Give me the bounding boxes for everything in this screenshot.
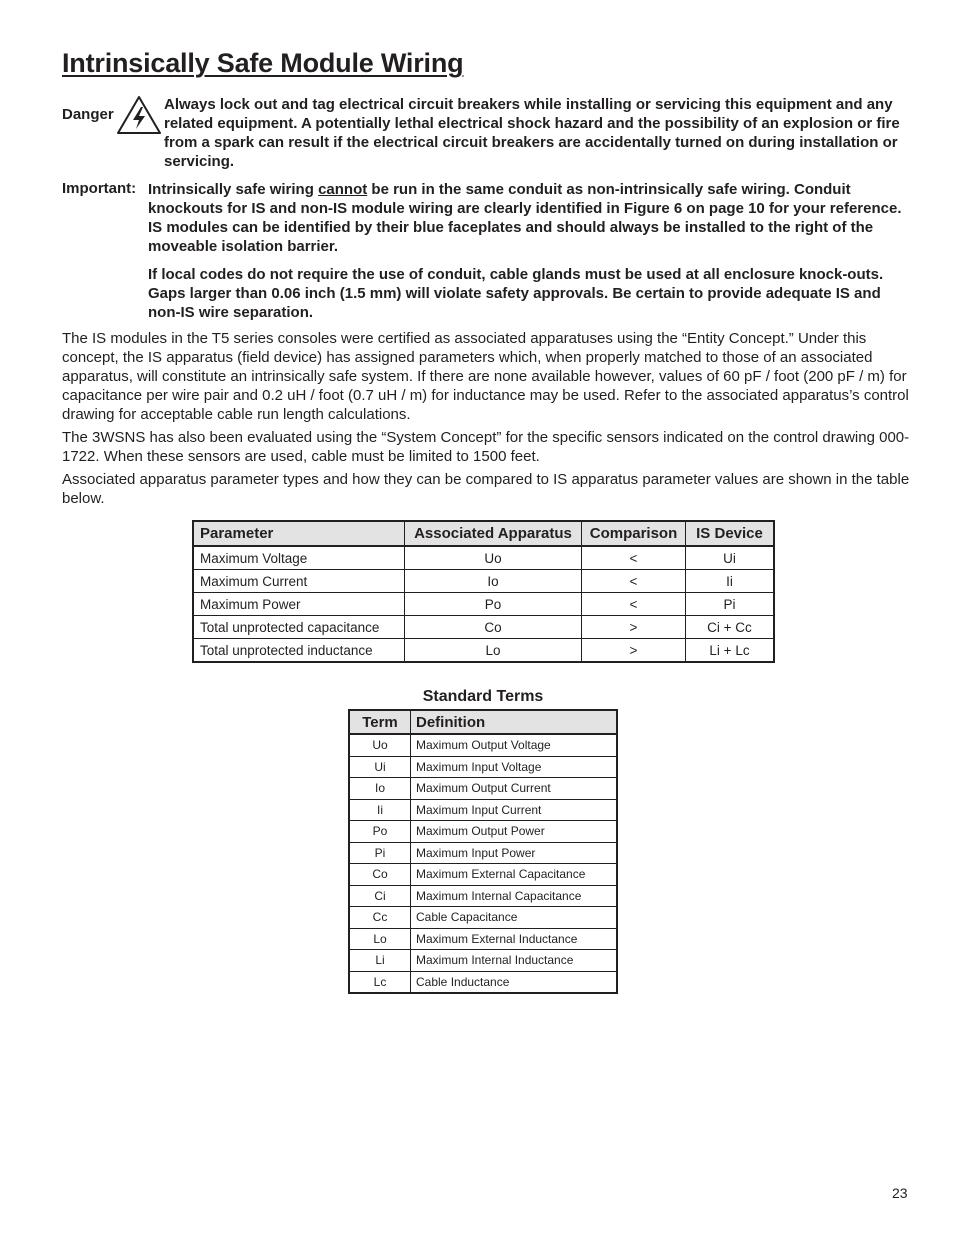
- term-cell: Io: [349, 778, 411, 800]
- danger-label: Danger: [62, 106, 114, 123]
- table-cell: Ci + Cc: [686, 616, 775, 639]
- column-header: Parameter: [193, 521, 405, 546]
- term-cell: Cc: [349, 907, 411, 929]
- table-row: [349, 756, 617, 778]
- term-cell: Ii: [349, 799, 411, 821]
- table-cell: >: [582, 616, 686, 639]
- definition-cell: Maximum Output Voltage: [411, 734, 618, 756]
- table-cell: Lo: [405, 639, 582, 663]
- column-header: IS Device: [686, 521, 775, 546]
- paragraph-table-intro: Associated apparatus parameter types and how they can be compared to IS apparatus parameter values are shown in the table below.: [62, 471, 910, 507]
- term-cell: Co: [349, 864, 411, 886]
- term-cell: Lc: [349, 971, 411, 993]
- table-cell: Total unprotected capacitance: [193, 616, 405, 639]
- table-cell: <: [582, 593, 686, 616]
- standard-terms-table: [348, 709, 618, 994]
- definition-cell: Cable Inductance: [411, 971, 618, 993]
- definition-cell: Maximum Internal Capacitance: [411, 885, 618, 907]
- important-emphasis: cannot: [318, 181, 368, 198]
- table-cell: Uo: [405, 546, 582, 570]
- definition-cell: Maximum Input Power: [411, 842, 618, 864]
- table-cell: Co: [405, 616, 582, 639]
- table-cell: <: [582, 546, 686, 570]
- table-row: [349, 885, 617, 907]
- definition-cell: Maximum Output Current: [411, 778, 618, 800]
- table-row: [349, 799, 617, 821]
- table-row: [193, 639, 774, 663]
- table-row: [349, 928, 617, 950]
- table-row: [193, 546, 774, 570]
- term-cell: Lo: [349, 928, 411, 950]
- table-row: [349, 778, 617, 800]
- table-row: [349, 821, 617, 843]
- column-header: Definition: [411, 710, 618, 734]
- column-header: Term: [349, 710, 411, 734]
- table-row: [349, 971, 617, 993]
- definition-cell: Maximum External Inductance: [411, 928, 618, 950]
- important-p1-start: Intrinsically safe wiring: [148, 181, 319, 198]
- table-row: [349, 907, 617, 929]
- standard-terms-title: Standard Terms: [422, 688, 544, 705]
- table-cell: Maximum Voltage: [193, 546, 405, 570]
- danger-text: Always lock out and tag electrical circuit breakers while installing or servicing this equipment and any related equipment. A potentially lethal electrical shock hazard and the possibility of an explosion or fire from a spark can result if the electrical circuit breakers are accidentally turned on during installation or servicing.: [164, 96, 900, 170]
- paragraph-entity-concept: The IS modules in the T5 series consoles were certified as associated apparatuses using the “Entity Concept.” Under this concept, the IS apparatus (field device) has assigned parameters which, when properly matched to those of an associated apparatus, will constitute an intrinsically safe system. If there are none available however, values of 60 pF / foot (200 pF / m) for capacitance per wire pair and 0.2 uH / foot (0.7 uH / m) for inductance may be used. Refer to the associated apparatus’s control drawing for acceptable cable run length calculations.: [62, 330, 909, 423]
- table-row: [349, 734, 617, 756]
- table-cell: <: [582, 570, 686, 593]
- definition-cell: Maximum Output Power: [411, 821, 618, 843]
- definition-cell: Maximum Internal Inductance: [411, 950, 618, 972]
- term-cell: Ui: [349, 756, 411, 778]
- column-header: Associated Apparatus: [405, 521, 582, 546]
- table-row: [193, 616, 774, 639]
- table-cell: Pi: [686, 593, 775, 616]
- table-cell: Io: [405, 570, 582, 593]
- definition-cell: Maximum External Capacitance: [411, 864, 618, 886]
- important-p1-end: be run in the same conduit as non-intrinsically safe wiring. Conduit knockouts for IS and non-IS module wiring are clearly identified in Figure 6 on page 10 for your reference. IS modules can be identified by their blue faceplates and should always be installed to the right of the moveable isolation barrier.: [148, 181, 902, 255]
- table-row: [193, 593, 774, 616]
- table-cell: Li + Lc: [686, 639, 775, 663]
- table-cell: Ui: [686, 546, 775, 570]
- body-text: [62, 329, 912, 512]
- definition-cell: Maximum Input Voltage: [411, 756, 618, 778]
- table-row: [349, 842, 617, 864]
- term-cell: Pi: [349, 842, 411, 864]
- definition-cell: Maximum Input Current: [411, 799, 618, 821]
- table-header-row: [193, 521, 774, 546]
- term-cell: Uo: [349, 734, 411, 756]
- column-header: Comparison: [582, 521, 686, 546]
- important-paragraph-2: If local codes do not require the use of conduit, cable glands must be used at all enclosure knock-outs. Gaps larger than 0.06 inch (1.5 mm) will violate safety approvals. Be certain to provide adequate IS and non-IS wire separation.: [148, 266, 884, 321]
- definition-cell: Cable Capacitance: [411, 907, 618, 929]
- table-header-row: [349, 710, 617, 734]
- table-cell: >: [582, 639, 686, 663]
- important-paragraph-1: [148, 180, 913, 256]
- table-cell: Maximum Current: [193, 570, 405, 593]
- term-cell: Ci: [349, 885, 411, 907]
- table-row: [349, 950, 617, 972]
- term-cell: Po: [349, 821, 411, 843]
- table-cell: Total unprotected inductance: [193, 639, 405, 663]
- high-voltage-warning-icon: [116, 95, 162, 135]
- page-title: Intrinsically Safe Module Wiring: [62, 48, 464, 78]
- table-row: [349, 864, 617, 886]
- table-row: [193, 570, 774, 593]
- table-cell: Ii: [686, 570, 775, 593]
- paragraph-system-concept: The 3WSNS has also been evaluated using the “System Concept” for the specific sensors indicated on the control drawing 000-1722. When these sensors are used, cable must be limited to 1500 feet.: [62, 429, 910, 465]
- term-cell: Li: [349, 950, 411, 972]
- table-cell: Maximum Power: [193, 593, 405, 616]
- page-number: 23: [892, 1185, 908, 1201]
- important-block: [148, 180, 913, 322]
- important-label: Important:: [62, 180, 137, 197]
- table-cell: Po: [405, 593, 582, 616]
- parameter-table: [192, 520, 775, 663]
